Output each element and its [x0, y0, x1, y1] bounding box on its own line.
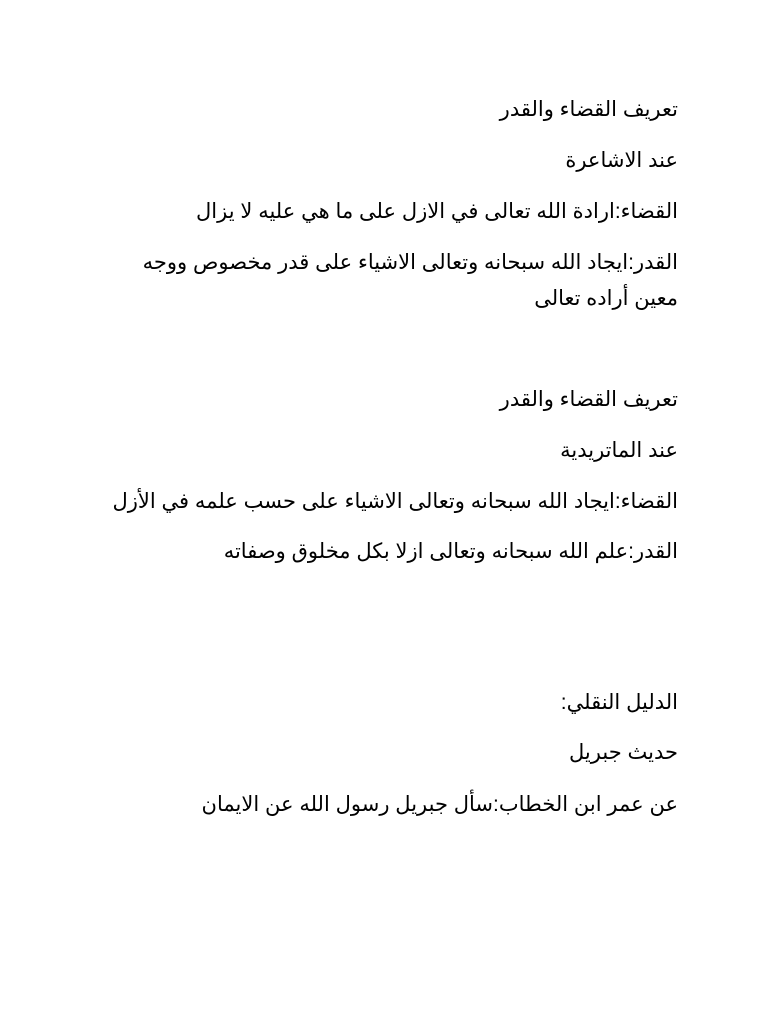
section2-qadar-definition: القدر:علم الله سبحانه وتعالى ازلا بكل مخلوق وصفاته — [223, 540, 678, 563]
section2-school: عند الماتريدية — [560, 439, 678, 462]
section1-school: عند الاشاعرة — [565, 149, 678, 172]
section2-title: تعريف القضاء والقدر — [499, 388, 678, 411]
section3-narration: عن عمر ابن الخطاب:سأل جبريل رسول الله عن الايمان — [201, 793, 678, 816]
section3-hadith-title: حديث جبريل — [569, 741, 678, 764]
section1-qadar-definition: القدر:ايجاد الله سبحانه وتعالى الاشياء على قدر مخصوص ووجه معين أراده تعالى — [142, 251, 678, 310]
section1-qada-definition: القضاء:ارادة الله تعالى في الازل على ما هي عليه لا يزال — [196, 200, 678, 223]
section1-title: تعريف القضاء والقدر — [499, 98, 678, 121]
section2-qada-definition: القضاء:ايجاد الله سبحانه وتعالى الاشياء على حسب علمه في الأزل — [112, 490, 678, 513]
section3-heading: الدليل النقلي: — [560, 691, 678, 714]
